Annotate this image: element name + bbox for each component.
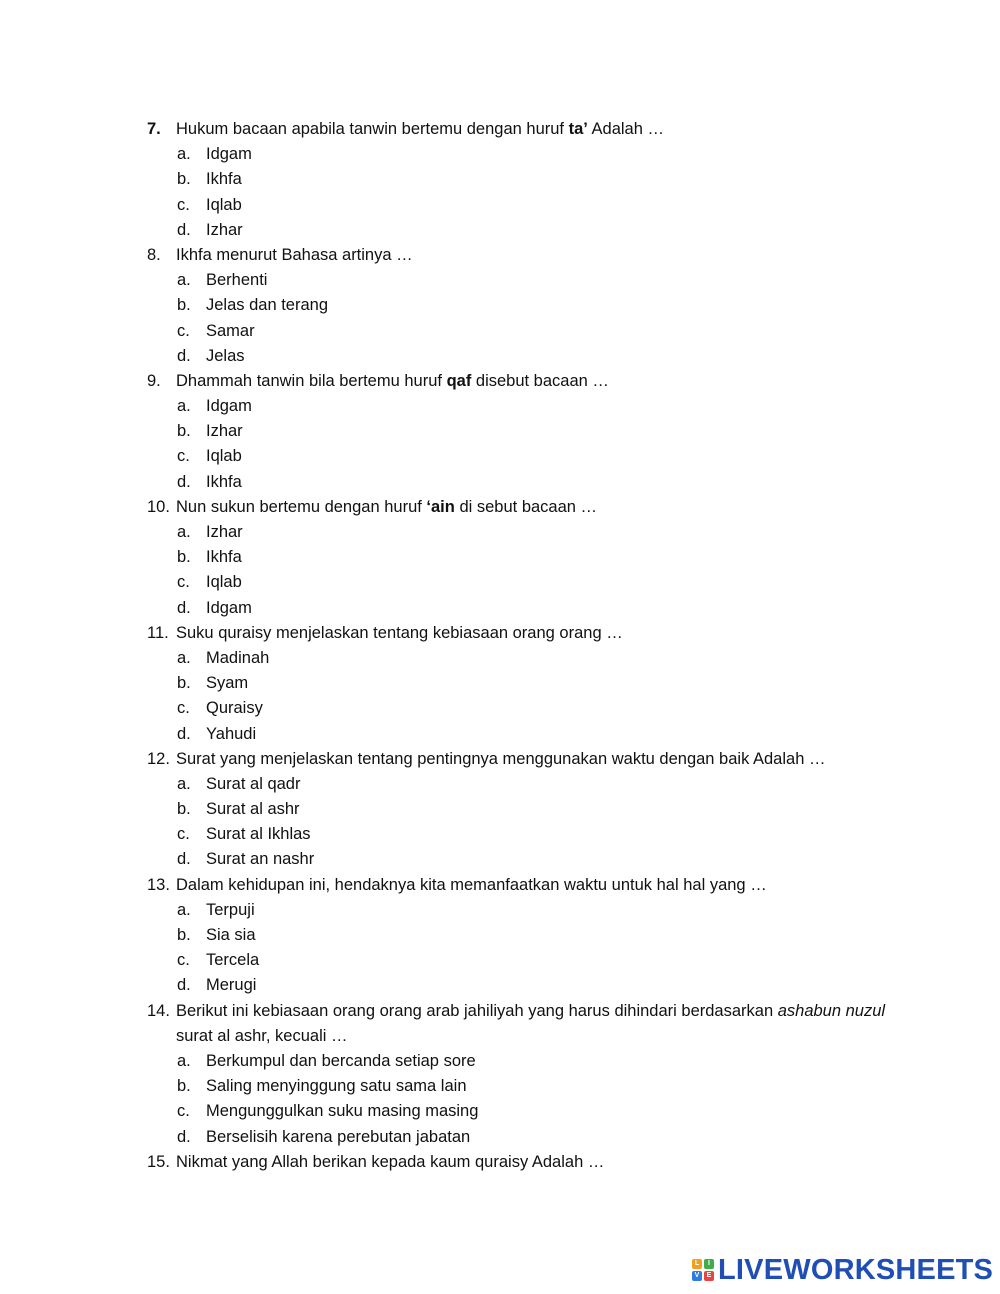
- option-c[interactable]: c. Iqlab: [177, 447, 242, 466]
- question-13: [147, 873, 907, 898]
- question-text: Dhammah tanwin bila bertemu huruf qaf disebut bacaan …: [176, 371, 609, 390]
- question-number: 7.: [147, 120, 161, 138]
- logo-blocks-icon: [692, 1259, 714, 1281]
- option-b[interactable]: b. Izhar: [177, 422, 243, 441]
- question-text-continued: surat al ashr, kecuali …: [176, 1026, 348, 1045]
- option-b[interactable]: b. Saling menyinggung satu sama lain: [177, 1077, 467, 1096]
- option-d[interactable]: d. Izhar: [177, 220, 243, 239]
- option-d[interactable]: d. Idgam: [177, 598, 252, 617]
- question-8: [147, 243, 907, 268]
- question-number: 11.: [147, 623, 169, 642]
- option-b[interactable]: b. Ikhfa: [177, 548, 242, 567]
- option-a[interactable]: a. Berkumpul dan bercanda setiap sore: [177, 1051, 476, 1070]
- option-c[interactable]: c. Iqlab: [177, 195, 242, 214]
- option-c[interactable]: c. Samar: [177, 321, 255, 340]
- option-d[interactable]: d. Berselisih karena perebutan jabatan: [177, 1127, 471, 1146]
- option-d[interactable]: d. Merugi: [177, 976, 257, 995]
- option-d[interactable]: d. Jelas: [177, 346, 245, 365]
- option-a[interactable]: a. Idgam: [177, 397, 252, 416]
- option-b[interactable]: b. Ikhfa: [177, 170, 242, 189]
- question-list: [147, 117, 907, 1175]
- option-a[interactable]: a. Izhar: [177, 523, 243, 541]
- option-c[interactable]: c. Mengunggulkan suku masing masing: [177, 1102, 479, 1121]
- option-b[interactable]: b. Jelas dan terang: [177, 296, 329, 315]
- question-number: 12.: [147, 749, 170, 768]
- question-number: 10.: [147, 497, 170, 516]
- question-15: [147, 1150, 907, 1175]
- question-14: [147, 999, 907, 1024]
- option-c[interactable]: c. Iqlab: [177, 573, 242, 592]
- question-number: 13.: [147, 875, 170, 894]
- option-b[interactable]: b. Syam: [177, 674, 249, 693]
- question-text: Dalam kehidupan ini, hendaknya kita memanfaatkan waktu untuk hal hal yang …: [176, 875, 767, 894]
- option-c[interactable]: c. Quraisy: [177, 699, 263, 718]
- question-9: [147, 369, 907, 394]
- logo-text: LIVEWORKSHEETS: [718, 1254, 994, 1286]
- question-7: [147, 117, 907, 142]
- option-c[interactable]: c. Tercela: [177, 951, 260, 970]
- question-number: 8.: [147, 245, 161, 264]
- option-a[interactable]: a. Terpuji: [177, 900, 255, 919]
- logo-block-i: I: [704, 1259, 714, 1269]
- question-10: [147, 495, 907, 520]
- question-number: 9.: [147, 371, 161, 390]
- question-12: [147, 747, 907, 772]
- question-text: Nun sukun bertemu dengan huruf ‘ain di sebut bacaan …: [176, 497, 598, 516]
- question-text: Surat yang menjelaskan tentang pentingnya menggunakan waktu dengan baik Adalah …: [176, 749, 826, 768]
- question-14-continued: [147, 1024, 907, 1049]
- question-text: Ikhfa menurut Bahasa artinya …: [176, 245, 413, 264]
- logo-block-v: V: [692, 1271, 702, 1281]
- logo-block-e: E: [704, 1271, 714, 1281]
- option-a[interactable]: a. Surat al qadr: [177, 774, 301, 793]
- option-a[interactable]: a. Berhenti: [177, 271, 268, 290]
- question-text: Nikmat yang Allah berikan kepada kaum quraisy Adalah …: [176, 1152, 605, 1171]
- question-text: Hukum bacaan apabila tanwin bertemu dengan huruf ta’ Adalah …: [176, 120, 664, 138]
- logo-block-l: L: [692, 1259, 702, 1269]
- option-d[interactable]: d. Ikhfa: [177, 472, 242, 491]
- option-b[interactable]: b. Surat al ashr: [177, 800, 300, 819]
- question-text: Suku quraisy menjelaskan tentang kebiasaan orang orang …: [176, 623, 623, 642]
- question-text: Berikut ini kebiasaan orang orang arab jahiliyah yang harus dihindari berdasarkan ashabun nuzul: [176, 1001, 886, 1020]
- option-d[interactable]: d. Yahudi: [177, 724, 257, 743]
- option-b[interactable]: b. Sia sia: [177, 926, 256, 944]
- question-number: 15.: [147, 1152, 170, 1171]
- option-d[interactable]: d. Surat an nashr: [177, 850, 315, 869]
- option-a[interactable]: a. Idgam: [177, 145, 252, 164]
- question-number: 14.: [147, 1001, 170, 1020]
- option-c[interactable]: c. Surat al Ikhlas: [177, 825, 311, 844]
- option-a[interactable]: a. Madinah: [177, 648, 270, 667]
- liveworksheets-logo[interactable]: [692, 1254, 994, 1286]
- question-11: [147, 621, 907, 646]
